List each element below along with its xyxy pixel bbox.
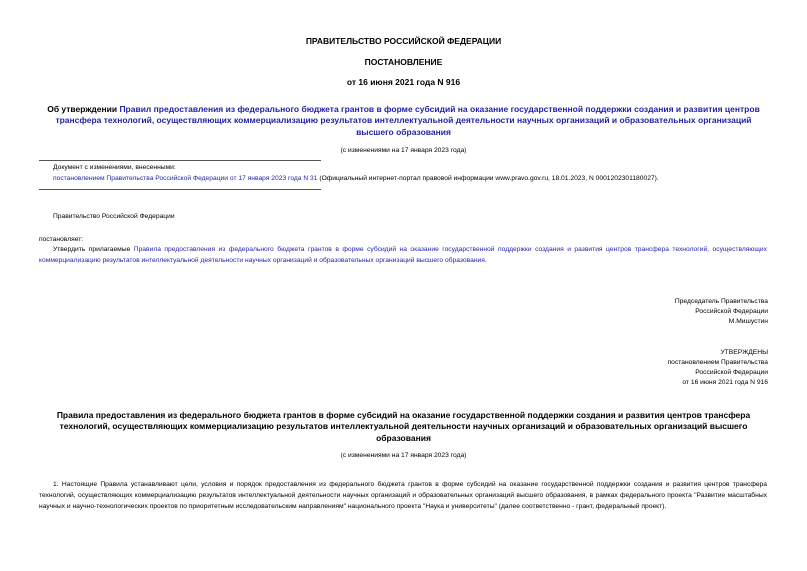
approve-prefix: Утвердить прилагаемые	[53, 246, 134, 253]
approved-date-number: от 16 июня 2021 года N 916	[682, 379, 768, 386]
government-heading: ПРАВИТЕЛЬСТВО РОССИЙСКОЙ ФЕДЕРАЦИИ	[305, 36, 502, 46]
document-title	[45, 104, 762, 138]
approve-paragraph	[39, 245, 767, 266]
approved-country: Российской Федерации	[695, 369, 768, 376]
changes-intro: Документ с изменениями, внесенными:	[53, 164, 176, 171]
changes-line	[53, 174, 783, 185]
signature-position: Председатель Правительства	[674, 298, 768, 305]
approved-by: постановлением Правительства	[667, 359, 768, 366]
issuer: Правительство Российской Федерации	[53, 213, 175, 220]
amending-decree-link[interactable]: постановлением Правительства Российской Федерации от 17 января 2023 года N 31	[53, 175, 318, 182]
divider-top	[39, 160, 321, 161]
approve-suffix: .	[484, 256, 487, 264]
rules-edition-note: (с изменениями на 17 января 2023 года)	[340, 452, 467, 459]
document-type: ПОСТАНОВЛЕНИЕ	[364, 57, 443, 67]
amending-decree-source: (Официальный интернет-портал правовой информации www.pravo.gov.ru, 18.01.2023, N 0001202301180027).	[317, 175, 659, 182]
rules-title: Правила предоставления из федерального бюджета грантов в форме субсидий на оказание государственной поддержки создания и развития центров трансфера технологий, осуществляющих коммерциализацию результатов интеллектуальной деятельности научных организаций и образовательных организаций высшего образования	[56, 410, 751, 443]
document-title-prefix: Об утверждении	[47, 104, 120, 114]
rules-paragraph-1: 1. Настоящие Правила устанавливают цели, условия и порядок предоставления из федерального бюджета грантов в форме субсидий на оказание государственной поддержки создания и развития центров трансфера технологий, осуществляющих коммерциализацию результатов интеллектуальной деятельности научных организаций и образовательных организаций высшего образования, в рамках федерального проекта "Развитие масштабных научных и научно-технологических проектов по приоритетным исследовательским направлениям" национального проекта "Наука и университеты" (далее соответственно - грант, федеральный проект).	[39, 481, 767, 511]
document-date-number: от 16 июня 2021 года N 916	[346, 77, 461, 87]
title-rules-link[interactable]: Правил предоставления из федерального бюджета грантов в форме субсидий на оказание государственной поддержки создания и развития центров трансфера технологий, осуществляющих коммерциализацию результатов интеллектуальной деятельности научных организаций и образовательных организаций высшего образования	[55, 104, 760, 137]
decides: постановляет:	[39, 236, 84, 243]
edition-note: (с изменениями на 17 января 2023 года)	[340, 147, 467, 154]
approve-rules-link[interactable]: Правила предоставления из федерального бюджета грантов в форме субсидий на оказание государственной поддержки создания и развития центров трансфера технологий, осуществляющих коммерциализацию результатов интеллектуальной деятельности научных организаций и образовательных организаций высшего образования	[39, 246, 767, 264]
signature-name: М.Мишустин	[728, 318, 768, 325]
signature-country: Российской Федерации	[695, 308, 768, 315]
divider-bottom	[39, 189, 321, 190]
approved-label: УТВЕРЖДЕНЫ	[720, 349, 768, 356]
